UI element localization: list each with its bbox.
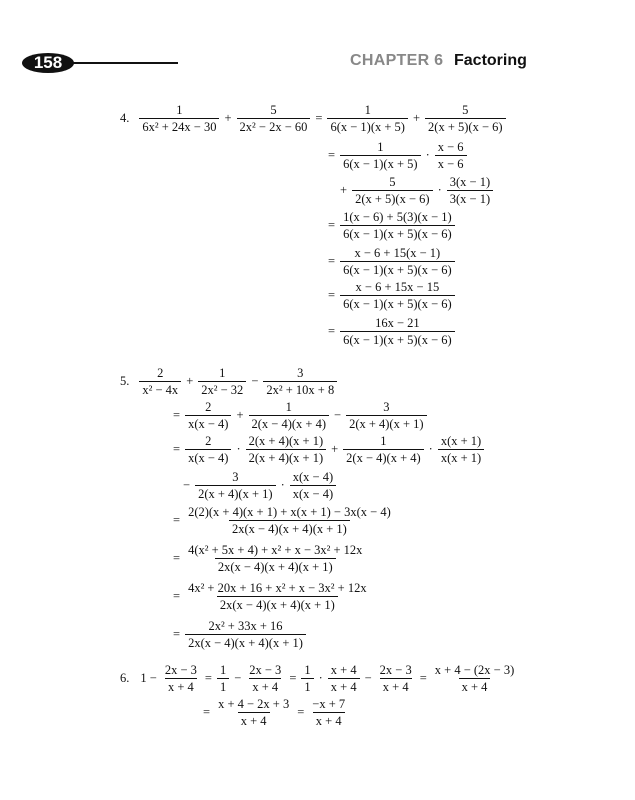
denominator: x − 6 <box>435 155 467 171</box>
fraction <box>185 620 306 649</box>
denominator: x + 4 <box>459 678 491 694</box>
fraction <box>246 664 284 693</box>
fraction <box>340 247 455 276</box>
numerator: 2x² + 33x + 16 <box>208 619 283 633</box>
operator: = <box>328 254 336 269</box>
operator: · <box>437 183 442 198</box>
equation-line <box>180 471 338 500</box>
denominator: 6(x − 1)(x + 5)(x − 6) <box>340 225 455 241</box>
fraction <box>198 367 246 396</box>
numerator: 2(x + 4)(x + 1) <box>248 434 324 448</box>
equation-line <box>325 211 457 240</box>
numerator: 2 <box>205 434 212 448</box>
equation-line <box>325 317 457 346</box>
denominator: x² − 4x <box>139 381 181 397</box>
denominator: 6(x − 1)(x + 5)(x − 6) <box>340 331 455 347</box>
operator: · <box>236 442 241 457</box>
numerator: 5 <box>462 103 469 117</box>
denominator: x(x − 4) <box>290 485 336 501</box>
equation-line <box>170 620 308 649</box>
denominator: 2x² − 32 <box>198 381 246 397</box>
fraction <box>246 435 327 464</box>
denominator: x(x + 1) <box>438 449 484 465</box>
denominator: 2x(x − 4)(x + 4)(x + 1) <box>229 520 350 536</box>
operator: · <box>428 442 433 457</box>
denominator: 6x² + 24x − 30 <box>139 118 219 134</box>
denominator: 1 <box>301 678 313 694</box>
numerator: 2x − 3 <box>164 663 197 677</box>
numerator: x + 4 − (2x − 3) <box>434 663 515 677</box>
equation-line <box>170 582 372 611</box>
equation-line <box>325 247 457 276</box>
denominator: 2x(x − 4)(x + 4)(x + 1) <box>215 558 336 574</box>
fraction <box>432 664 517 693</box>
numerator: 2x − 3 <box>249 663 282 677</box>
chapter-label: CHAPTER 6 <box>350 52 444 69</box>
fraction <box>301 664 313 693</box>
numerator: x + 4 − 2x + 3 <box>218 697 290 711</box>
equation-line <box>325 281 457 310</box>
operator: = <box>173 408 181 423</box>
operator: = <box>328 324 336 339</box>
fraction <box>352 176 433 205</box>
operator: + <box>224 111 232 126</box>
fraction <box>185 506 394 535</box>
numerator: 1 <box>377 140 384 154</box>
operator: 1 − <box>140 671 157 686</box>
operator: + <box>331 442 339 457</box>
chapter-title: Factoring <box>454 52 527 69</box>
operator: = <box>173 513 181 528</box>
equation-line <box>337 176 495 205</box>
fraction <box>185 582 370 611</box>
operator: − <box>234 671 242 686</box>
equation-line <box>200 698 350 727</box>
operator: + <box>340 183 348 198</box>
denominator: 2(x + 4)(x + 1) <box>195 485 276 501</box>
operator: = <box>419 671 427 686</box>
operator: = <box>297 705 305 720</box>
fraction <box>249 401 330 430</box>
numerator: 1(x − 6) + 5(3)(x − 1) <box>343 210 452 224</box>
operator: − <box>364 671 372 686</box>
operator: = <box>173 589 181 604</box>
fraction <box>217 664 229 693</box>
numerator: 4(x² + 5x + 4) + x² + x − 3x² + 12x <box>188 543 363 557</box>
operator: = <box>328 148 336 163</box>
operator: = <box>173 627 181 642</box>
numerator: 4x² + 20x + 16 + x² + x − 3x² + 12x <box>188 581 367 595</box>
operator: = <box>328 288 336 303</box>
denominator: 2(x + 5)(x − 6) <box>425 118 506 134</box>
numerator: 16x − 21 <box>375 316 420 330</box>
equation-line <box>120 104 508 133</box>
denominator: 6(x − 1)(x + 5) <box>340 155 421 171</box>
fraction <box>139 104 219 133</box>
denominator: 2x² + 10x + 8 <box>263 381 337 397</box>
fraction <box>309 698 348 727</box>
operator: = <box>315 111 323 126</box>
denominator: x + 4 <box>328 678 360 694</box>
numerator: x − 6 + 15x − 15 <box>355 280 440 294</box>
numerator: x(x − 4) <box>292 470 334 484</box>
fraction <box>425 104 506 133</box>
denominator: x + 4 <box>249 678 281 694</box>
fraction <box>340 281 455 310</box>
operator: · <box>318 671 323 686</box>
fraction <box>447 176 493 205</box>
operator: − <box>251 374 259 389</box>
fraction <box>377 664 415 693</box>
denominator: 6(x − 1)(x + 5)(x − 6) <box>340 295 455 311</box>
fraction <box>435 141 467 170</box>
header-rule <box>72 62 178 64</box>
denominator: 2(x − 4)(x + 4) <box>249 415 330 431</box>
problem-number: 5. <box>120 374 130 389</box>
equation-line <box>170 435 486 464</box>
equation-line <box>170 544 367 573</box>
numerator: x − 6 + 15(x − 1) <box>354 246 441 260</box>
numerator: x + 4 <box>330 663 357 677</box>
numerator: 2x − 3 <box>379 663 412 677</box>
fraction <box>185 544 365 573</box>
operator: − <box>334 408 342 423</box>
numerator: 1 <box>380 434 387 448</box>
denominator: 2x(x − 4)(x + 4)(x + 1) <box>185 634 306 650</box>
fraction <box>328 664 360 693</box>
numerator: 5 <box>270 103 277 117</box>
denominator: 2x(x − 4)(x + 4)(x + 1) <box>217 596 338 612</box>
denominator: 2x² − 2x − 60 <box>237 118 311 134</box>
fraction <box>185 401 231 430</box>
operator: · <box>425 148 430 163</box>
numerator: 1 <box>304 663 311 677</box>
numerator: 3 <box>232 470 239 484</box>
fraction <box>343 435 424 464</box>
denominator: 2(x + 4)(x + 1) <box>346 415 427 431</box>
equation-line <box>120 367 339 396</box>
numerator: 1 <box>364 103 371 117</box>
operator: + <box>236 408 244 423</box>
denominator: 1 <box>217 678 229 694</box>
numerator: 2(2)(x + 4)(x + 1) + x(x + 1) − 3x(x − 4) <box>188 505 391 519</box>
problem-number: 6. <box>120 671 130 686</box>
page-number-badge: 158 <box>22 53 74 73</box>
fraction <box>290 471 336 500</box>
numerator: 5 <box>389 175 396 189</box>
fraction <box>139 367 181 396</box>
denominator: 3(x − 1) <box>447 190 493 206</box>
numerator: 2 <box>205 400 212 414</box>
numerator: 1 <box>219 663 227 677</box>
numerator: 1 <box>285 400 292 414</box>
numerator: x(x + 1) <box>440 434 482 448</box>
fraction <box>340 211 455 240</box>
numerator: 1 <box>219 366 226 380</box>
numerator: 3(x − 1) <box>449 175 491 189</box>
operator: = <box>289 671 297 686</box>
fraction <box>346 401 427 430</box>
fraction <box>215 698 292 727</box>
operator: + <box>186 374 194 389</box>
fraction <box>263 367 337 396</box>
equation-line <box>325 141 469 170</box>
denominator: x(x − 4) <box>185 449 231 465</box>
numerator: 2 <box>157 366 164 380</box>
denominator: 2(x − 4)(x + 4) <box>343 449 424 465</box>
fraction <box>162 664 200 693</box>
numerator: 1 <box>176 103 183 117</box>
operator: = <box>204 671 212 686</box>
equation-line <box>170 506 396 535</box>
operator: = <box>203 705 211 720</box>
denominator: x + 4 <box>380 678 412 694</box>
denominator: x + 4 <box>238 712 270 728</box>
operator: = <box>173 442 181 457</box>
fraction <box>195 471 276 500</box>
operator: + <box>412 111 421 126</box>
numerator: −x + 7 <box>312 697 346 711</box>
denominator: 6(x − 1)(x + 5)(x − 6) <box>340 261 455 277</box>
denominator: x + 4 <box>313 712 345 728</box>
numerator: 3 <box>383 400 390 414</box>
operator: − <box>183 478 191 493</box>
denominator: 6(x − 1)(x + 5) <box>327 118 408 134</box>
operator: = <box>328 218 336 233</box>
problem-number: 4. <box>120 111 130 126</box>
numerator: 3 <box>297 366 304 380</box>
fraction <box>340 317 455 346</box>
fraction <box>327 104 408 133</box>
denominator: 2(x + 4)(x + 1) <box>246 449 327 465</box>
fraction <box>185 435 231 464</box>
operator: = <box>173 551 181 566</box>
fraction <box>340 141 421 170</box>
fraction <box>438 435 484 464</box>
denominator: x(x − 4) <box>185 415 231 431</box>
fraction <box>237 104 311 133</box>
denominator: 2(x + 5)(x − 6) <box>352 190 433 206</box>
equation-line <box>170 401 429 430</box>
equation-line <box>120 664 519 693</box>
numerator: x − 6 <box>437 140 464 154</box>
operator: · <box>280 478 285 493</box>
denominator: x + 4 <box>165 678 197 694</box>
